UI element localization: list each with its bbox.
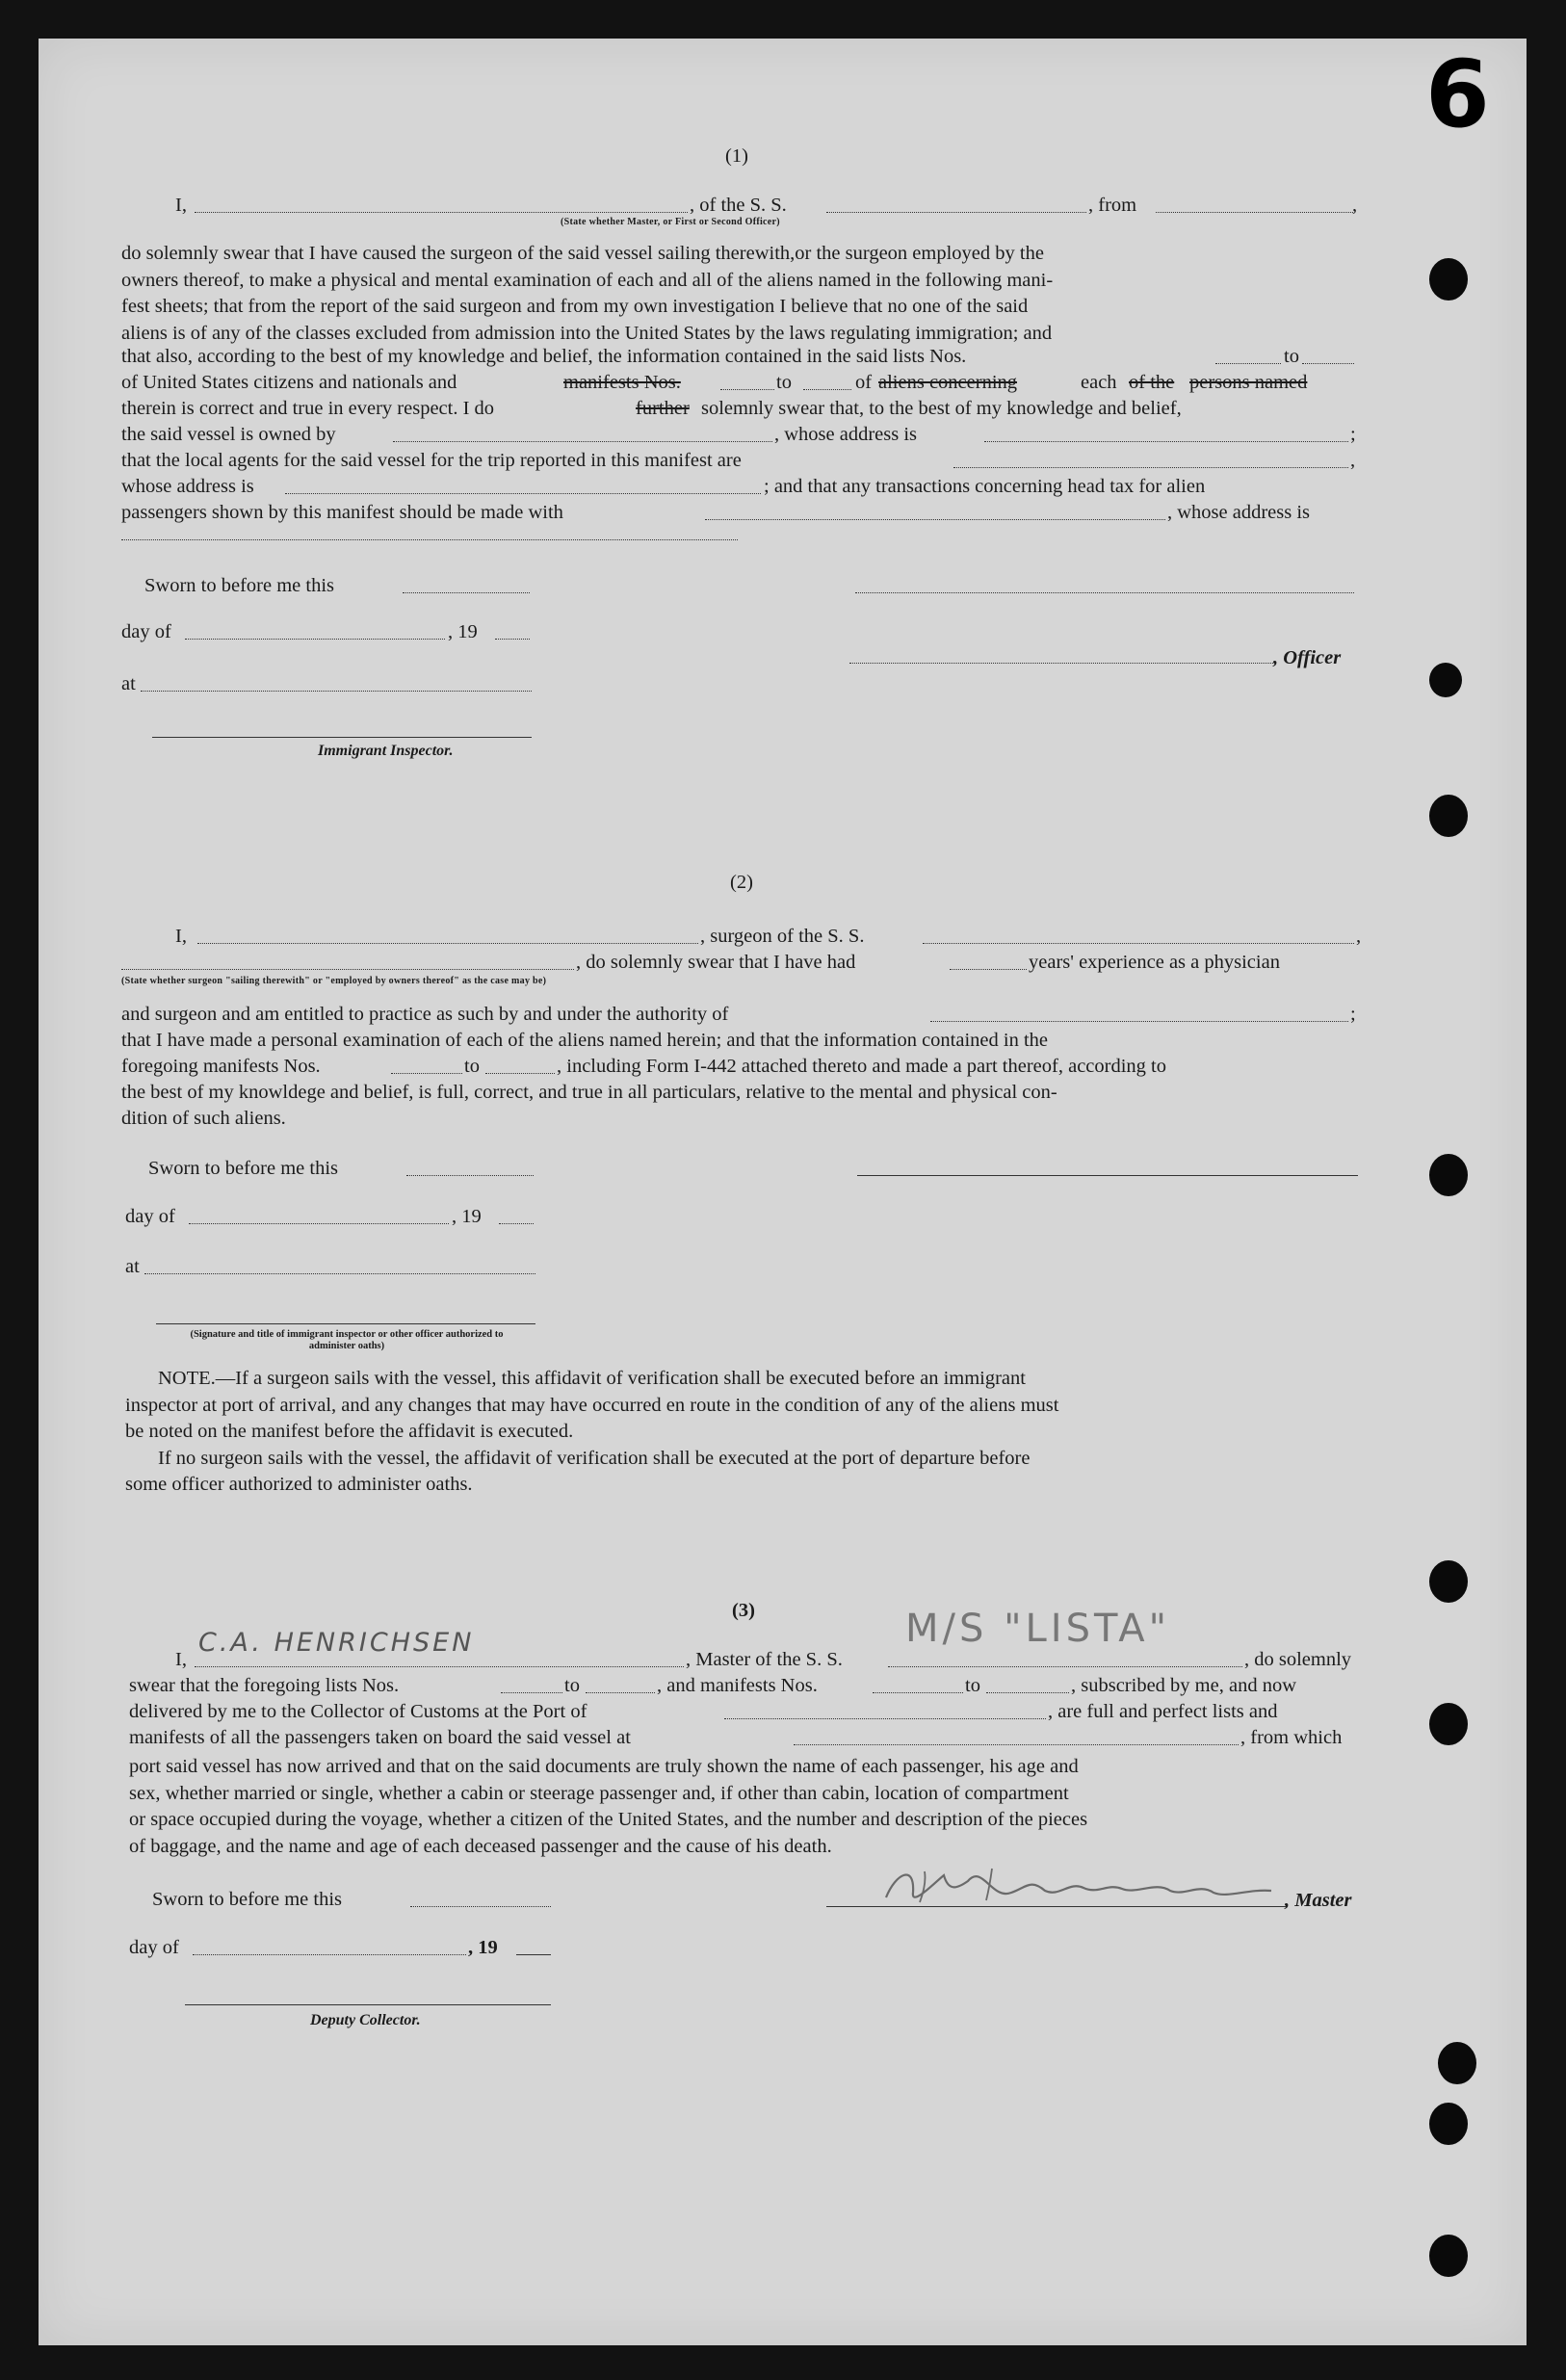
s2-name-blank <box>197 943 698 944</box>
s1-owner-blank <box>393 441 772 442</box>
s3-year-blank <box>516 1954 551 1955</box>
s1-inspector: Immigrant Inspector. <box>318 743 454 759</box>
s3-name-blank <box>195 1666 684 1667</box>
s2-line2b: years' experience as a physician <box>1029 952 1280 973</box>
s2-signature-line <box>857 1175 1358 1176</box>
s1-line7-to: to <box>776 372 792 393</box>
s1-line7-each: each <box>1081 372 1117 393</box>
s3-lists-blank <box>501 1692 562 1693</box>
binder-hole <box>1429 258 1468 301</box>
s1-line10b: , <box>1350 450 1356 471</box>
s2-dayof: day of <box>125 1206 175 1227</box>
s3-dayof-blank <box>193 1954 466 1955</box>
s3-lists-to-blank <box>586 1692 655 1693</box>
s1-line7-of: of <box>855 372 873 393</box>
s3-line: of baggage, and the name and age of each deceased passenger and the cause of his death. <box>129 1835 832 1857</box>
s2-note-line: NOTE.—If a surgeon sails with the vessel, this affidavit of verification shall be executed before an immigrant <box>158 1368 1026 1389</box>
s2-capacity-note: (State whether surgeon "sailing therewith" or "employed by owners thereof" as the case may be) <box>121 976 547 986</box>
binder-hole <box>1429 2235 1468 2277</box>
s3-dayof: day of <box>129 1937 179 1958</box>
s1-line: fest sheets; that from the report of the said surgeon and from my own investigation I believe that no one of the said <box>121 296 1029 317</box>
s2-surgeon-of: , surgeon of the S. S. <box>700 926 865 947</box>
s3-sworn: Sworn to before me this <box>152 1889 342 1910</box>
binder-hole <box>1429 663 1462 697</box>
s3-ship-stamp: M/S "LISTA" <box>905 1607 1171 1651</box>
s2-authority-blank <box>930 1021 1348 1022</box>
s3-line3b: , are full and perfect lists and <box>1048 1701 1278 1722</box>
s1-line8a: therein is correct and true in every respect. I do <box>121 398 495 419</box>
s2-i: I, <box>175 926 187 947</box>
s3-ship-blank <box>888 1666 1242 1667</box>
s1-line7-persons: persons named <box>1189 372 1308 393</box>
s2-comma: , <box>1356 926 1362 947</box>
s3-line2c: , and manifests Nos. <box>657 1675 818 1696</box>
s2-inspector-line <box>156 1323 535 1324</box>
s1-line11a: whose address is <box>121 476 254 497</box>
s1-comma: , <box>1352 195 1358 216</box>
corner-page-mark: 6 <box>1425 40 1490 148</box>
s3-do-solemnly: , do solemnly <box>1244 1649 1352 1670</box>
binder-hole <box>1429 1154 1468 1196</box>
s3-master: , Master <box>1285 1890 1352 1911</box>
s3-line4a: manifests of all the passengers taken on board the said vessel at <box>129 1727 631 1748</box>
s1-line10a: that the local agents for the said vessel for the trip reported in this manifest are <box>121 450 742 471</box>
s2-note-line: inspector at port of arrival, and any changes that may have occurred en route in the condition of any of the aliens must <box>125 1394 1059 1416</box>
s2-year: , 19 <box>452 1206 482 1227</box>
s2-line5a: foregoing manifests Nos. <box>121 1056 321 1077</box>
s2-line2a: , do solemnly swear that I have had <box>576 952 856 973</box>
s1-name-blank <box>195 212 688 213</box>
s1-from-blank <box>1156 212 1353 213</box>
s1-sworn: Sworn to before me this <box>144 575 334 596</box>
s2-signature-title: (Signature and title of immigrant inspector or other officer authorized to administer oaths) <box>190 1329 504 1351</box>
s1-paragraph <box>121 241 1358 347</box>
binder-hole <box>1429 1703 1468 1745</box>
s1-lists-to-blank <box>1302 363 1354 364</box>
s3-year: , 19 <box>468 1937 498 1958</box>
s1-officer-blank <box>849 663 1273 664</box>
section-3-heading: (3) <box>732 1600 755 1621</box>
s3-line: port said vessel has now arrived and that on the said documents are truly shown the name of each passenger, his age and <box>129 1756 1079 1777</box>
s1-line9c: ; <box>1350 424 1356 445</box>
s3-paragraph <box>129 1754 1362 1860</box>
s1-manifests-blank <box>720 389 774 390</box>
s2-years-blank <box>950 969 1027 970</box>
binder-hole <box>1429 795 1468 837</box>
s1-line6: that also, according to the best of my knowledge and belief, the information contained in the said lists Nos. <box>121 346 967 367</box>
s1-inspector-line <box>152 737 532 738</box>
s3-collector: Deputy Collector. <box>310 2012 421 2028</box>
s2-note-paragraph <box>125 1366 1360 1499</box>
s3-manifests-blank <box>873 1692 963 1693</box>
s1-i: I, <box>175 195 187 216</box>
s1-from: , from <box>1088 195 1137 216</box>
binder-hole <box>1429 1560 1468 1603</box>
s3-port-blank <box>724 1718 1046 1719</box>
s3-manifests-to-blank <box>986 1692 1069 1693</box>
s2-line5b: to <box>464 1056 480 1077</box>
s1-sworn-blank <box>403 592 530 593</box>
section-1-heading: (1) <box>725 145 748 167</box>
s1-dayof-blank <box>185 639 445 640</box>
s1-owner-address-blank <box>984 441 1348 442</box>
s3-master-signature-line <box>826 1906 1287 1907</box>
s3-boarded-blank <box>794 1744 1239 1745</box>
s2-sworn-blank <box>406 1175 534 1176</box>
s1-line8c: solemnly swear that, to the best of my knowledge and belief, <box>701 398 1182 419</box>
s1-line: aliens is of any of the classes excluded from admission into the United States by the laws regulating immigration; and <box>121 322 1053 344</box>
s3-line2d: to <box>965 1675 980 1696</box>
section-2-heading: (2) <box>730 872 753 893</box>
s1-state-note: (State whether Master, or First or Second Officer) <box>561 217 780 227</box>
s2-line7: dition of such aliens. <box>121 1108 286 1129</box>
s1-line12a: passengers shown by this manifest should be made with <box>121 502 563 523</box>
binder-hole <box>1429 2103 1468 2145</box>
s2-note-line: some officer authorized to administer oaths. <box>125 1474 473 1495</box>
s2-ship-blank <box>923 943 1354 944</box>
s2-note-line: be noted on the manifest before the affidavit is executed. <box>125 1421 574 1442</box>
s3-line4b: , from which <box>1240 1727 1343 1748</box>
s2-line6: the best of my knowldege and belief, is full, correct, and true in all particulars, relative to the mental and physical con- <box>121 1082 1057 1103</box>
s3-line2e: , subscribed by me, and now <box>1071 1675 1296 1696</box>
s1-year: , 19 <box>448 621 478 642</box>
s1-line: do solemnly swear that I have caused the surgeon of the said vessel sailing therewith,or the surgeon employed by the <box>121 243 1044 264</box>
s1-line7-aliens: aliens concerning <box>878 372 1018 393</box>
s1-line8-further: further <box>636 398 690 419</box>
s1-line12b: , whose address is <box>1167 502 1311 523</box>
s3-line2b: to <box>564 1675 580 1696</box>
s1-at-blank <box>141 691 532 692</box>
s2-at: at <box>125 1256 140 1277</box>
s1-line11b: ; and that any transactions concerning head tax for alien <box>764 476 1206 497</box>
s1-line7a: of United States citizens and nationals and <box>121 372 457 393</box>
s1-line7-manifests: manifests Nos. <box>563 372 681 393</box>
s1-headtax-blank <box>705 519 1165 520</box>
s2-sworn: Sworn to before me this <box>148 1158 338 1179</box>
s3-master-of: , Master of the S. S. <box>686 1649 843 1670</box>
s1-at: at <box>121 673 136 694</box>
s3-line3a: delivered by me to the Collector of Customs at the Port of <box>129 1701 587 1722</box>
s3-line: or space occupied during the voyage, whether a citizen of the United States, and the number and description of the pieces <box>129 1809 1088 1830</box>
s3-master-name-handwritten: C.A. HENRICHSEN <box>198 1628 475 1658</box>
s3-line2a: swear that the foregoing lists Nos. <box>129 1675 400 1696</box>
s2-line5c: , including Form I-442 attached thereto and made a part thereof, according to <box>557 1056 1166 1077</box>
s1-line9b: , whose address is <box>774 424 918 445</box>
s1-line7-ofthe: of the <box>1129 372 1175 393</box>
s2-year-blank <box>499 1223 534 1224</box>
s2-at-blank <box>144 1273 535 1274</box>
s3-line: sex, whether married or single, whether a cabin or steerage passenger and, if other than cabin, location of compartment <box>129 1782 1069 1804</box>
s1-of-ss: , of the S. S. <box>690 195 787 216</box>
s1-lists-blank <box>1215 363 1281 364</box>
s1-line: owners thereof, to make a physical and mental examination of each and all of the aliens named in the following mani- <box>121 269 1054 291</box>
s3-i: I, <box>175 1649 187 1670</box>
s1-signature-blank <box>855 592 1354 593</box>
s1-year-blank <box>495 639 530 640</box>
s1-agents-address-blank <box>285 493 761 494</box>
s2-capacity-blank <box>121 969 574 970</box>
s2-line3b: ; <box>1350 1004 1356 1025</box>
s3-collector-line <box>185 2004 551 2005</box>
s1-agents-blank <box>953 467 1348 468</box>
master-signature <box>867 1854 1291 1912</box>
s2-dayof-blank <box>189 1223 449 1224</box>
s1-line9a: the said vessel is owned by <box>121 424 336 445</box>
s2-line4: that I have made a personal examination of each of the aliens named herein; and that the information contained in the <box>121 1030 1048 1051</box>
s2-manifests-to-blank <box>485 1073 555 1074</box>
s2-manifests-blank <box>391 1073 462 1074</box>
s1-officer: , Officer <box>1273 647 1342 668</box>
s1-ship-blank <box>826 212 1086 213</box>
s1-manifests-to-blank <box>803 389 851 390</box>
s3-sworn-blank <box>410 1906 551 1907</box>
s1-line6-to: to <box>1284 346 1299 367</box>
s1-headtax-address-blank <box>121 539 738 540</box>
binder-hole <box>1438 2042 1476 2084</box>
s2-line3a: and surgeon and am entitled to practice as such by and under the authority of <box>121 1004 729 1025</box>
s1-dayof: day of <box>121 621 171 642</box>
s2-note-line: If no surgeon sails with the vessel, the affidavit of verification shall be executed at the port of departure before <box>158 1447 1031 1469</box>
